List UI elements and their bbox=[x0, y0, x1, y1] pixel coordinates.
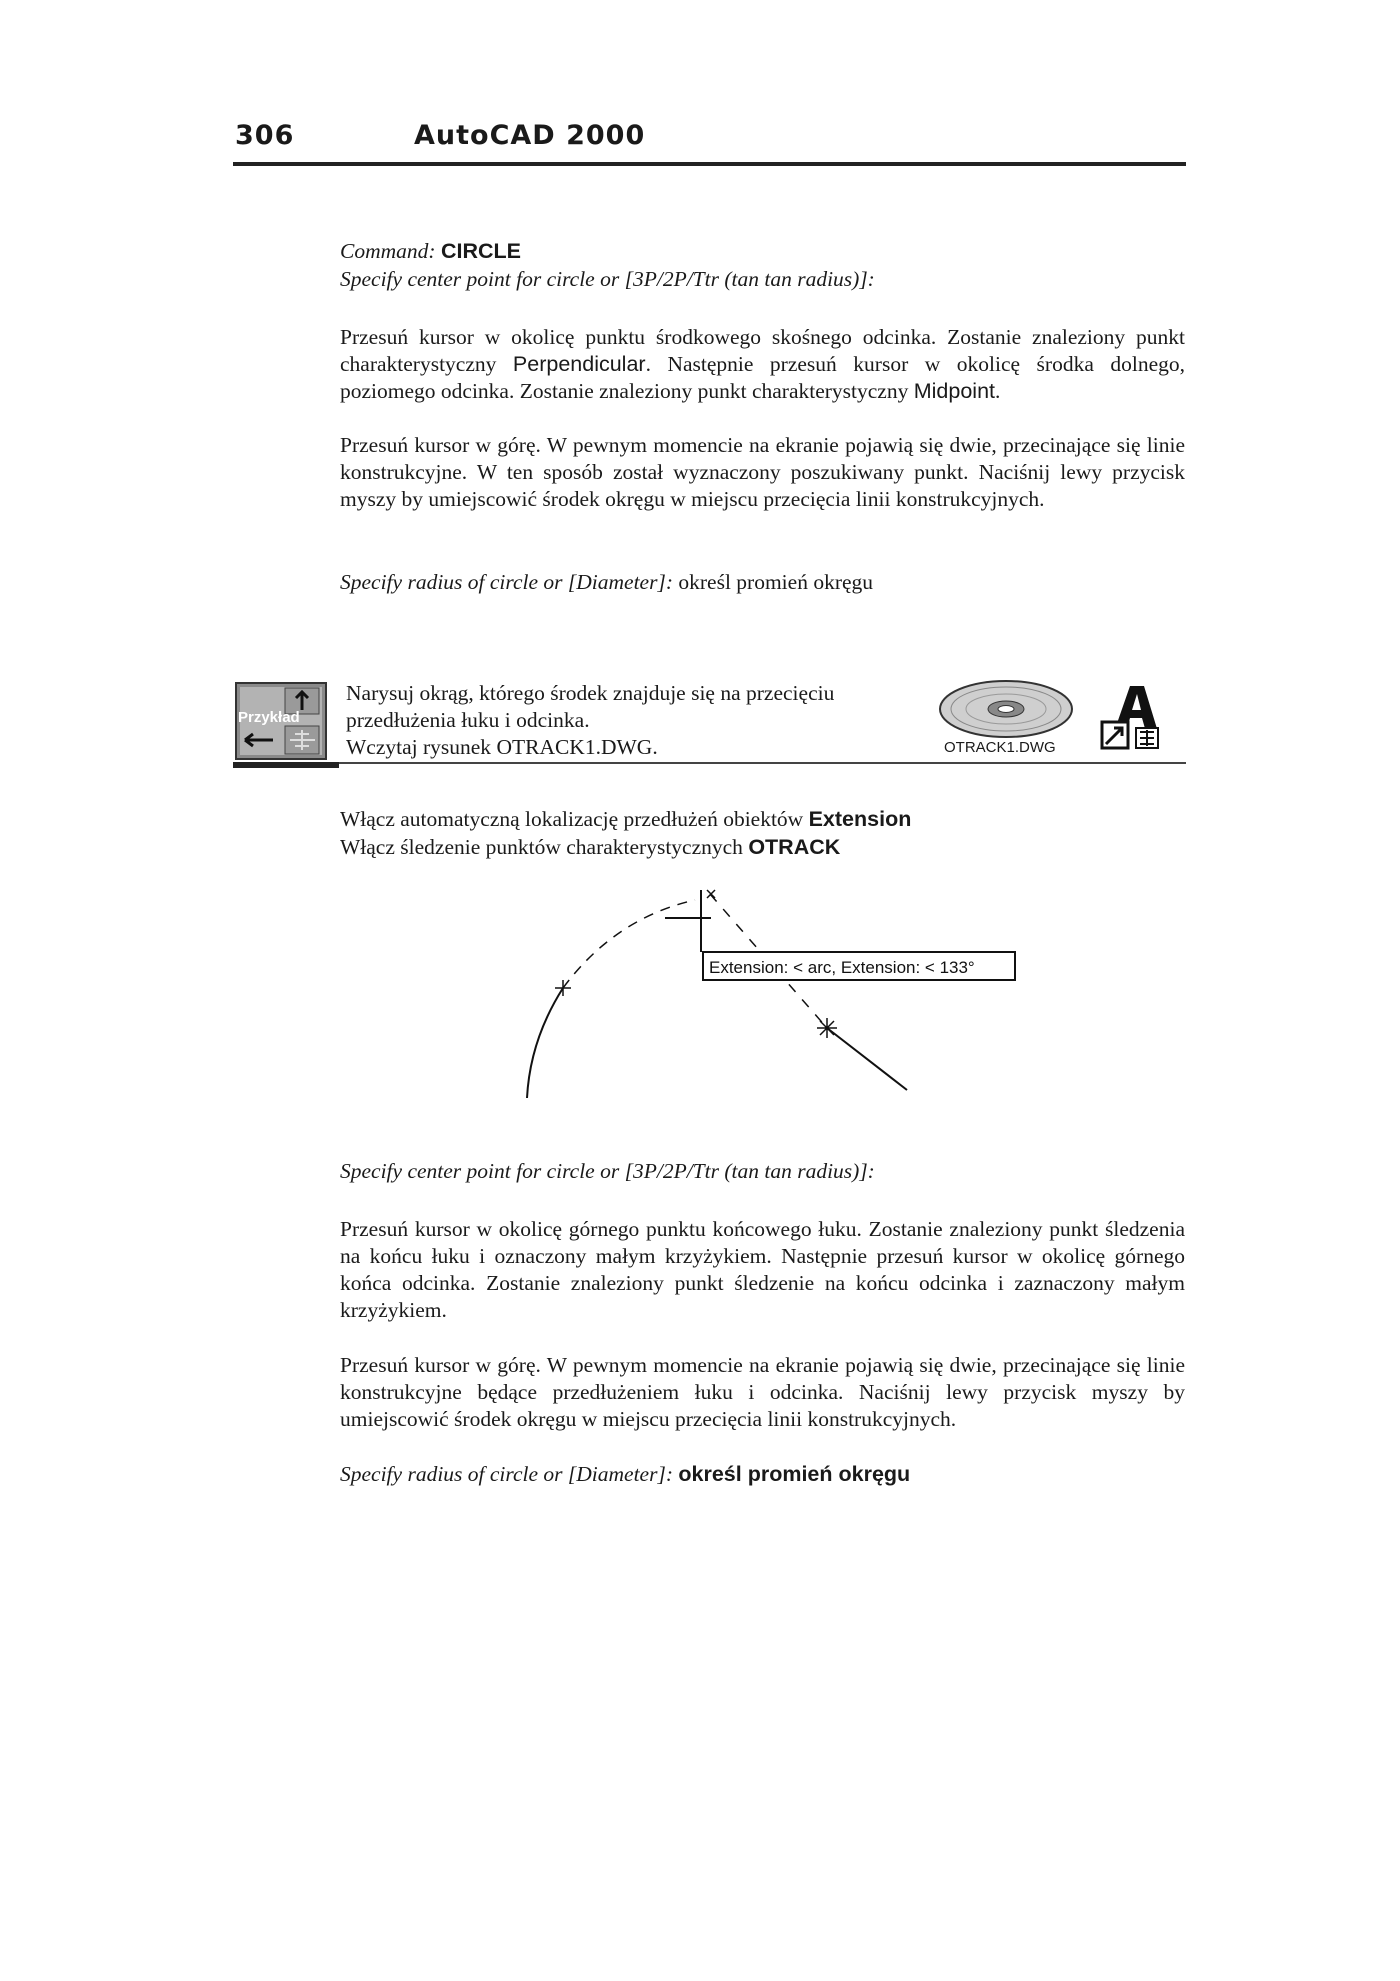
example-period: . bbox=[652, 735, 658, 759]
term-perpendicular: Perpendicular bbox=[512, 352, 646, 376]
paragraph-construction-lines: Przesuń kursor w górę. W pewnym momencie na ekranie pojawią się dwie, przecinające się linie konstrukcyjne. W ten sposób został wyznaczony poszukiwany punkt. Naciśnij lewy przycisk myszy by umiejscowić środek okręgu w miejscu przecięcia linii konstrukcyjnych. bbox=[340, 433, 1185, 511]
book-title: AutoCAD 2000 bbox=[414, 120, 646, 151]
arc-solid bbox=[527, 988, 563, 1098]
crosshair-cursor bbox=[665, 890, 711, 952]
example-line-1: Narysuj okrąg, którego środek znajduje się na przecięciu bbox=[346, 681, 835, 705]
example-line-3 bbox=[346, 734, 906, 761]
paragraph-perpendicular bbox=[340, 324, 1185, 405]
prompt-radius-text: Specify radius of circle or [Diameter]: bbox=[340, 570, 673, 594]
term-otrack: OTRACK bbox=[748, 835, 841, 859]
cd-file-label bbox=[944, 739, 1056, 756]
line-solid bbox=[827, 1028, 907, 1090]
prompt-radius-text-2: Specify radius of circle or [Diameter]: bbox=[340, 1462, 673, 1486]
example-icon-label: Przykład bbox=[238, 709, 300, 726]
paragraph-text: Przesuń kursor w okolicę punktu środkowego skośnego odcinka. Zostanie znaleziony punkt charakterystyczny bbox=[340, 325, 1185, 376]
command-line bbox=[340, 238, 1185, 265]
command-prefix: Command: bbox=[340, 239, 436, 263]
arc-extension bbox=[563, 900, 695, 988]
page-header bbox=[233, 120, 1186, 166]
prompt-center-point: Specify center point for circle or [3P/2P/Ttr (tan tan radius)]: bbox=[340, 267, 875, 291]
cd-disc-icon bbox=[937, 678, 1075, 740]
prompt-radius-answer-2: określ promień okręgu bbox=[678, 1462, 911, 1486]
term-extension: Extension bbox=[808, 807, 912, 831]
paragraph-tracking-points: Przesuń kursor w okolicę górnego punktu końcowego łuku. Zostanie znaleziony punkt śledzenia na końcu łuku i oznaczony małym krzyżykiem. Następnie przesuń kursor w okolicę górnego końca odcinka. Zostanie znaleziony punkt śledzenie na końcu odcinka i zaznaczony małym krzyżykiem. bbox=[340, 1217, 1185, 1322]
arc-end-marker bbox=[555, 980, 571, 996]
example-line-2: przedłużenia łuku i odcinka. bbox=[346, 708, 590, 732]
enable-otrack-text: Włącz śledzenie punktów charakterystycznych bbox=[340, 835, 749, 859]
enable-extension-text: Włącz automatyczną lokalizację przedłużeń obiektów bbox=[340, 807, 809, 831]
example-text bbox=[346, 680, 906, 761]
paragraph-text: . bbox=[995, 379, 1001, 403]
prompt-radius bbox=[340, 569, 1185, 596]
intersection-marker bbox=[707, 890, 715, 898]
autocad-logo-icon bbox=[1100, 682, 1162, 750]
example-file-name: OTRACK1.DWG bbox=[496, 735, 653, 759]
prompt-radius-answer: określ promień okręgu bbox=[678, 570, 874, 594]
paragraph-text: . Następnie przesuń kursor w okolicę środka dolnego, poziomego odcinka. Zostanie znaleziony punkt charakterystyczny bbox=[340, 352, 1186, 403]
prompt-center-point-2: Specify center point for circle or [3P/2P/Ttr (tan tan radius)]: bbox=[340, 1159, 875, 1183]
example-divider-accent bbox=[233, 762, 339, 768]
example-keyboard-icon bbox=[235, 682, 327, 760]
otrack-diagram bbox=[505, 880, 1025, 1100]
example-load-text: Wczytaj rysunek bbox=[346, 735, 497, 759]
command-name: CIRCLE bbox=[440, 239, 521, 263]
prompt-radius-2 bbox=[340, 1461, 1185, 1488]
page-number: 306 bbox=[235, 120, 295, 151]
enable-otrack-line bbox=[340, 834, 1185, 861]
cd-file-name: OTRACK1.DWG bbox=[944, 739, 1056, 756]
line-end-marker bbox=[817, 1018, 837, 1038]
term-midpoint: Midpoint bbox=[913, 379, 995, 403]
enable-extension-line bbox=[340, 806, 1185, 833]
tooltip-text: Extension: < arc, Extension: < 133° bbox=[709, 958, 975, 977]
example-divider bbox=[233, 762, 1186, 764]
paragraph-construction-lines-2: Przesuń kursor w górę. W pewnym momencie na ekranie pojawią się dwie, przecinające się linie konstrukcyjne będące przedłużeniem łuku i odcinka. Naciśnij lewy przycisk myszy by umiejscowić środek okręgu w miejscu przecięcia linii konstrukcyjnych. bbox=[340, 1353, 1185, 1431]
